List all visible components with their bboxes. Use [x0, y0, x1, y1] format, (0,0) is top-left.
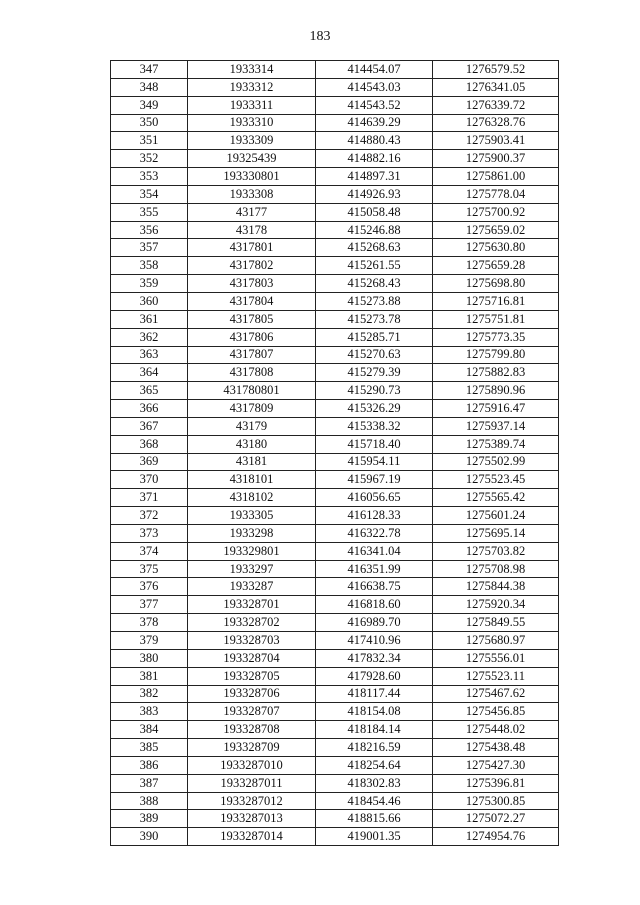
x-coordinate-cell: 415954.11 — [316, 453, 433, 471]
x-coordinate-cell: 416351.99 — [316, 560, 433, 578]
coordinates-table — [110, 60, 559, 846]
x-coordinate-cell: 415058.48 — [316, 203, 433, 221]
y-coordinate-cell: 1275700.92 — [433, 203, 559, 221]
point-id-cell: 1933287010 — [188, 756, 316, 774]
y-coordinate-cell: 1275778.04 — [433, 185, 559, 203]
row-number-cell: 376 — [111, 578, 188, 596]
table-row — [111, 828, 559, 846]
row-number-cell: 373 — [111, 524, 188, 542]
row-number-cell: 351 — [111, 132, 188, 150]
y-coordinate-cell: 1275716.81 — [433, 292, 559, 310]
x-coordinate-cell: 417928.60 — [316, 667, 433, 685]
table-row — [111, 382, 559, 400]
x-coordinate-cell: 415285.71 — [316, 328, 433, 346]
row-number-cell: 380 — [111, 649, 188, 667]
y-coordinate-cell: 1275565.42 — [433, 489, 559, 507]
point-id-cell: 4317805 — [188, 310, 316, 328]
table-row — [111, 132, 559, 150]
x-coordinate-cell: 415326.29 — [316, 400, 433, 418]
y-coordinate-cell: 1275601.24 — [433, 507, 559, 525]
table-row — [111, 435, 559, 453]
row-number-cell: 371 — [111, 489, 188, 507]
point-id-cell: 19325439 — [188, 150, 316, 168]
y-coordinate-cell: 1276579.52 — [433, 61, 559, 79]
row-number-cell: 374 — [111, 542, 188, 560]
table-row — [111, 346, 559, 364]
y-coordinate-cell: 1275882.83 — [433, 364, 559, 382]
row-number-cell: 363 — [111, 346, 188, 364]
x-coordinate-cell: 414454.07 — [316, 61, 433, 79]
x-coordinate-cell: 414882.16 — [316, 150, 433, 168]
row-number-cell: 361 — [111, 310, 188, 328]
y-coordinate-cell: 1275680.97 — [433, 632, 559, 650]
row-number-cell: 379 — [111, 632, 188, 650]
table-row — [111, 150, 559, 168]
x-coordinate-cell: 414897.31 — [316, 168, 433, 186]
point-id-cell: 1933287012 — [188, 792, 316, 810]
y-coordinate-cell: 1275849.55 — [433, 614, 559, 632]
x-coordinate-cell: 418454.46 — [316, 792, 433, 810]
row-number-cell: 381 — [111, 667, 188, 685]
x-coordinate-cell: 414639.29 — [316, 114, 433, 132]
y-coordinate-cell: 1275937.14 — [433, 417, 559, 435]
table-row — [111, 328, 559, 346]
table-row — [111, 310, 559, 328]
table-row — [111, 114, 559, 132]
row-number-cell: 383 — [111, 703, 188, 721]
table-row — [111, 400, 559, 418]
row-number-cell: 348 — [111, 78, 188, 96]
row-number-cell: 390 — [111, 828, 188, 846]
y-coordinate-cell: 1275659.28 — [433, 257, 559, 275]
table-row — [111, 792, 559, 810]
y-coordinate-cell: 1275698.80 — [433, 275, 559, 293]
x-coordinate-cell: 415261.55 — [316, 257, 433, 275]
y-coordinate-cell: 1275659.02 — [433, 221, 559, 239]
point-id-cell: 193328702 — [188, 614, 316, 632]
point-id-cell: 1933308 — [188, 185, 316, 203]
y-coordinate-cell: 1275844.38 — [433, 578, 559, 596]
table-row — [111, 61, 559, 79]
y-coordinate-cell: 1275890.96 — [433, 382, 559, 400]
y-coordinate-cell: 1275630.80 — [433, 239, 559, 257]
point-id-cell: 1933287011 — [188, 774, 316, 792]
x-coordinate-cell: 418117.44 — [316, 685, 433, 703]
point-id-cell: 4317804 — [188, 292, 316, 310]
point-id-cell: 193328704 — [188, 649, 316, 667]
row-number-cell: 347 — [111, 61, 188, 79]
row-number-cell: 370 — [111, 471, 188, 489]
x-coordinate-cell: 415967.19 — [316, 471, 433, 489]
x-coordinate-cell: 418184.14 — [316, 721, 433, 739]
table-row — [111, 685, 559, 703]
y-coordinate-cell: 1275903.41 — [433, 132, 559, 150]
coordinates-table-body — [111, 61, 559, 846]
x-coordinate-cell: 419001.35 — [316, 828, 433, 846]
point-id-cell: 1933309 — [188, 132, 316, 150]
row-number-cell: 387 — [111, 774, 188, 792]
table-row — [111, 78, 559, 96]
row-number-cell: 384 — [111, 721, 188, 739]
point-id-cell: 1933297 — [188, 560, 316, 578]
table-row — [111, 471, 559, 489]
row-number-cell: 352 — [111, 150, 188, 168]
y-coordinate-cell: 1275456.85 — [433, 703, 559, 721]
point-id-cell: 1933298 — [188, 524, 316, 542]
y-coordinate-cell: 1275900.37 — [433, 150, 559, 168]
table-row — [111, 739, 559, 757]
point-id-cell: 1933314 — [188, 61, 316, 79]
x-coordinate-cell: 417410.96 — [316, 632, 433, 650]
table-row — [111, 489, 559, 507]
x-coordinate-cell: 416056.65 — [316, 489, 433, 507]
x-coordinate-cell: 415270.63 — [316, 346, 433, 364]
y-coordinate-cell: 1275523.45 — [433, 471, 559, 489]
x-coordinate-cell: 414543.03 — [316, 78, 433, 96]
table-row — [111, 275, 559, 293]
table-row — [111, 203, 559, 221]
y-coordinate-cell: 1275438.48 — [433, 739, 559, 757]
point-id-cell: 4317806 — [188, 328, 316, 346]
x-coordinate-cell: 414926.93 — [316, 185, 433, 203]
table-row — [111, 756, 559, 774]
y-coordinate-cell: 1275448.02 — [433, 721, 559, 739]
page-number: 183 — [309, 29, 331, 44]
x-coordinate-cell: 414880.43 — [316, 132, 433, 150]
row-number-cell: 378 — [111, 614, 188, 632]
point-id-cell: 193328708 — [188, 721, 316, 739]
row-number-cell: 369 — [111, 453, 188, 471]
point-id-cell: 43177 — [188, 203, 316, 221]
point-id-cell: 4317801 — [188, 239, 316, 257]
y-coordinate-cell: 1275695.14 — [433, 524, 559, 542]
table-row — [111, 649, 559, 667]
y-coordinate-cell: 1275703.82 — [433, 542, 559, 560]
row-number-cell: 360 — [111, 292, 188, 310]
x-coordinate-cell: 415290.73 — [316, 382, 433, 400]
x-coordinate-cell: 415268.43 — [316, 275, 433, 293]
point-id-cell: 4317802 — [188, 257, 316, 275]
table-row — [111, 168, 559, 186]
table-row — [111, 596, 559, 614]
y-coordinate-cell: 1275920.34 — [433, 596, 559, 614]
row-number-cell: 354 — [111, 185, 188, 203]
point-id-cell: 193329801 — [188, 542, 316, 560]
table-row — [111, 292, 559, 310]
y-coordinate-cell: 1275916.47 — [433, 400, 559, 418]
point-id-cell: 1933310 — [188, 114, 316, 132]
point-id-cell: 4317808 — [188, 364, 316, 382]
row-number-cell: 366 — [111, 400, 188, 418]
point-id-cell: 1933287014 — [188, 828, 316, 846]
row-number-cell: 365 — [111, 382, 188, 400]
table-row — [111, 257, 559, 275]
x-coordinate-cell: 418154.08 — [316, 703, 433, 721]
x-coordinate-cell: 418815.66 — [316, 810, 433, 828]
row-number-cell: 355 — [111, 203, 188, 221]
table-row — [111, 507, 559, 525]
row-number-cell: 357 — [111, 239, 188, 257]
x-coordinate-cell: 417832.34 — [316, 649, 433, 667]
row-number-cell: 372 — [111, 507, 188, 525]
point-id-cell: 43180 — [188, 435, 316, 453]
y-coordinate-cell: 1275427.30 — [433, 756, 559, 774]
x-coordinate-cell: 416341.04 — [316, 542, 433, 560]
point-id-cell: 193328709 — [188, 739, 316, 757]
table-row — [111, 524, 559, 542]
point-id-cell: 193328705 — [188, 667, 316, 685]
table-row — [111, 417, 559, 435]
point-id-cell: 1933305 — [188, 507, 316, 525]
y-coordinate-cell: 1275751.81 — [433, 310, 559, 328]
y-coordinate-cell: 1275773.35 — [433, 328, 559, 346]
point-id-cell: 1933287013 — [188, 810, 316, 828]
table-row — [111, 721, 559, 739]
point-id-cell: 1933312 — [188, 78, 316, 96]
row-number-cell: 353 — [111, 168, 188, 186]
x-coordinate-cell: 416818.60 — [316, 596, 433, 614]
y-coordinate-cell: 1274954.76 — [433, 828, 559, 846]
table-row — [111, 185, 559, 203]
point-id-cell: 4318101 — [188, 471, 316, 489]
y-coordinate-cell: 1275708.98 — [433, 560, 559, 578]
x-coordinate-cell: 416989.70 — [316, 614, 433, 632]
table-row — [111, 96, 559, 114]
y-coordinate-cell: 1276328.76 — [433, 114, 559, 132]
row-number-cell: 386 — [111, 756, 188, 774]
y-coordinate-cell: 1275502.99 — [433, 453, 559, 471]
x-coordinate-cell: 415718.40 — [316, 435, 433, 453]
table-row — [111, 239, 559, 257]
x-coordinate-cell: 415246.88 — [316, 221, 433, 239]
row-number-cell: 375 — [111, 560, 188, 578]
y-coordinate-cell: 1275072.27 — [433, 810, 559, 828]
row-number-cell: 364 — [111, 364, 188, 382]
row-number-cell: 389 — [111, 810, 188, 828]
point-id-cell: 193328707 — [188, 703, 316, 721]
row-number-cell: 367 — [111, 417, 188, 435]
row-number-cell: 368 — [111, 435, 188, 453]
x-coordinate-cell: 416128.33 — [316, 507, 433, 525]
table-row — [111, 560, 559, 578]
point-id-cell: 4318102 — [188, 489, 316, 507]
y-coordinate-cell: 1275467.62 — [433, 685, 559, 703]
table-row — [111, 578, 559, 596]
row-number-cell: 362 — [111, 328, 188, 346]
x-coordinate-cell: 414543.52 — [316, 96, 433, 114]
row-number-cell: 356 — [111, 221, 188, 239]
y-coordinate-cell: 1275799.80 — [433, 346, 559, 364]
table-row — [111, 703, 559, 721]
row-number-cell: 359 — [111, 275, 188, 293]
point-id-cell: 43181 — [188, 453, 316, 471]
point-id-cell: 193328703 — [188, 632, 316, 650]
y-coordinate-cell: 1275523.11 — [433, 667, 559, 685]
y-coordinate-cell: 1275556.01 — [433, 649, 559, 667]
row-number-cell: 385 — [111, 739, 188, 757]
table-row — [111, 542, 559, 560]
row-number-cell: 377 — [111, 596, 188, 614]
point-id-cell: 431780801 — [188, 382, 316, 400]
point-id-cell: 1933311 — [188, 96, 316, 114]
point-id-cell: 43178 — [188, 221, 316, 239]
table-row — [111, 221, 559, 239]
point-id-cell: 4317809 — [188, 400, 316, 418]
row-number-cell: 382 — [111, 685, 188, 703]
row-number-cell: 388 — [111, 792, 188, 810]
x-coordinate-cell: 416322.78 — [316, 524, 433, 542]
table-row — [111, 810, 559, 828]
y-coordinate-cell: 1276339.72 — [433, 96, 559, 114]
row-number-cell: 349 — [111, 96, 188, 114]
x-coordinate-cell: 415268.63 — [316, 239, 433, 257]
x-coordinate-cell: 418254.64 — [316, 756, 433, 774]
point-id-cell: 4317807 — [188, 346, 316, 364]
point-id-cell: 193330801 — [188, 168, 316, 186]
point-id-cell: 193328701 — [188, 596, 316, 614]
row-number-cell: 358 — [111, 257, 188, 275]
table-row — [111, 667, 559, 685]
point-id-cell: 43179 — [188, 417, 316, 435]
table-row — [111, 364, 559, 382]
table-row — [111, 614, 559, 632]
y-coordinate-cell: 1275389.74 — [433, 435, 559, 453]
point-id-cell: 1933287 — [188, 578, 316, 596]
y-coordinate-cell: 1275861.00 — [433, 168, 559, 186]
row-number-cell: 350 — [111, 114, 188, 132]
y-coordinate-cell: 1275396.81 — [433, 774, 559, 792]
table-row — [111, 453, 559, 471]
y-coordinate-cell: 1275300.85 — [433, 792, 559, 810]
y-coordinate-cell: 1276341.05 — [433, 78, 559, 96]
table-row — [111, 632, 559, 650]
point-id-cell: 4317803 — [188, 275, 316, 293]
point-id-cell: 193328706 — [188, 685, 316, 703]
x-coordinate-cell: 415273.78 — [316, 310, 433, 328]
x-coordinate-cell: 416638.75 — [316, 578, 433, 596]
x-coordinate-cell: 418302.83 — [316, 774, 433, 792]
x-coordinate-cell: 415338.32 — [316, 417, 433, 435]
x-coordinate-cell: 415273.88 — [316, 292, 433, 310]
table-row — [111, 774, 559, 792]
x-coordinate-cell: 415279.39 — [316, 364, 433, 382]
x-coordinate-cell: 418216.59 — [316, 739, 433, 757]
